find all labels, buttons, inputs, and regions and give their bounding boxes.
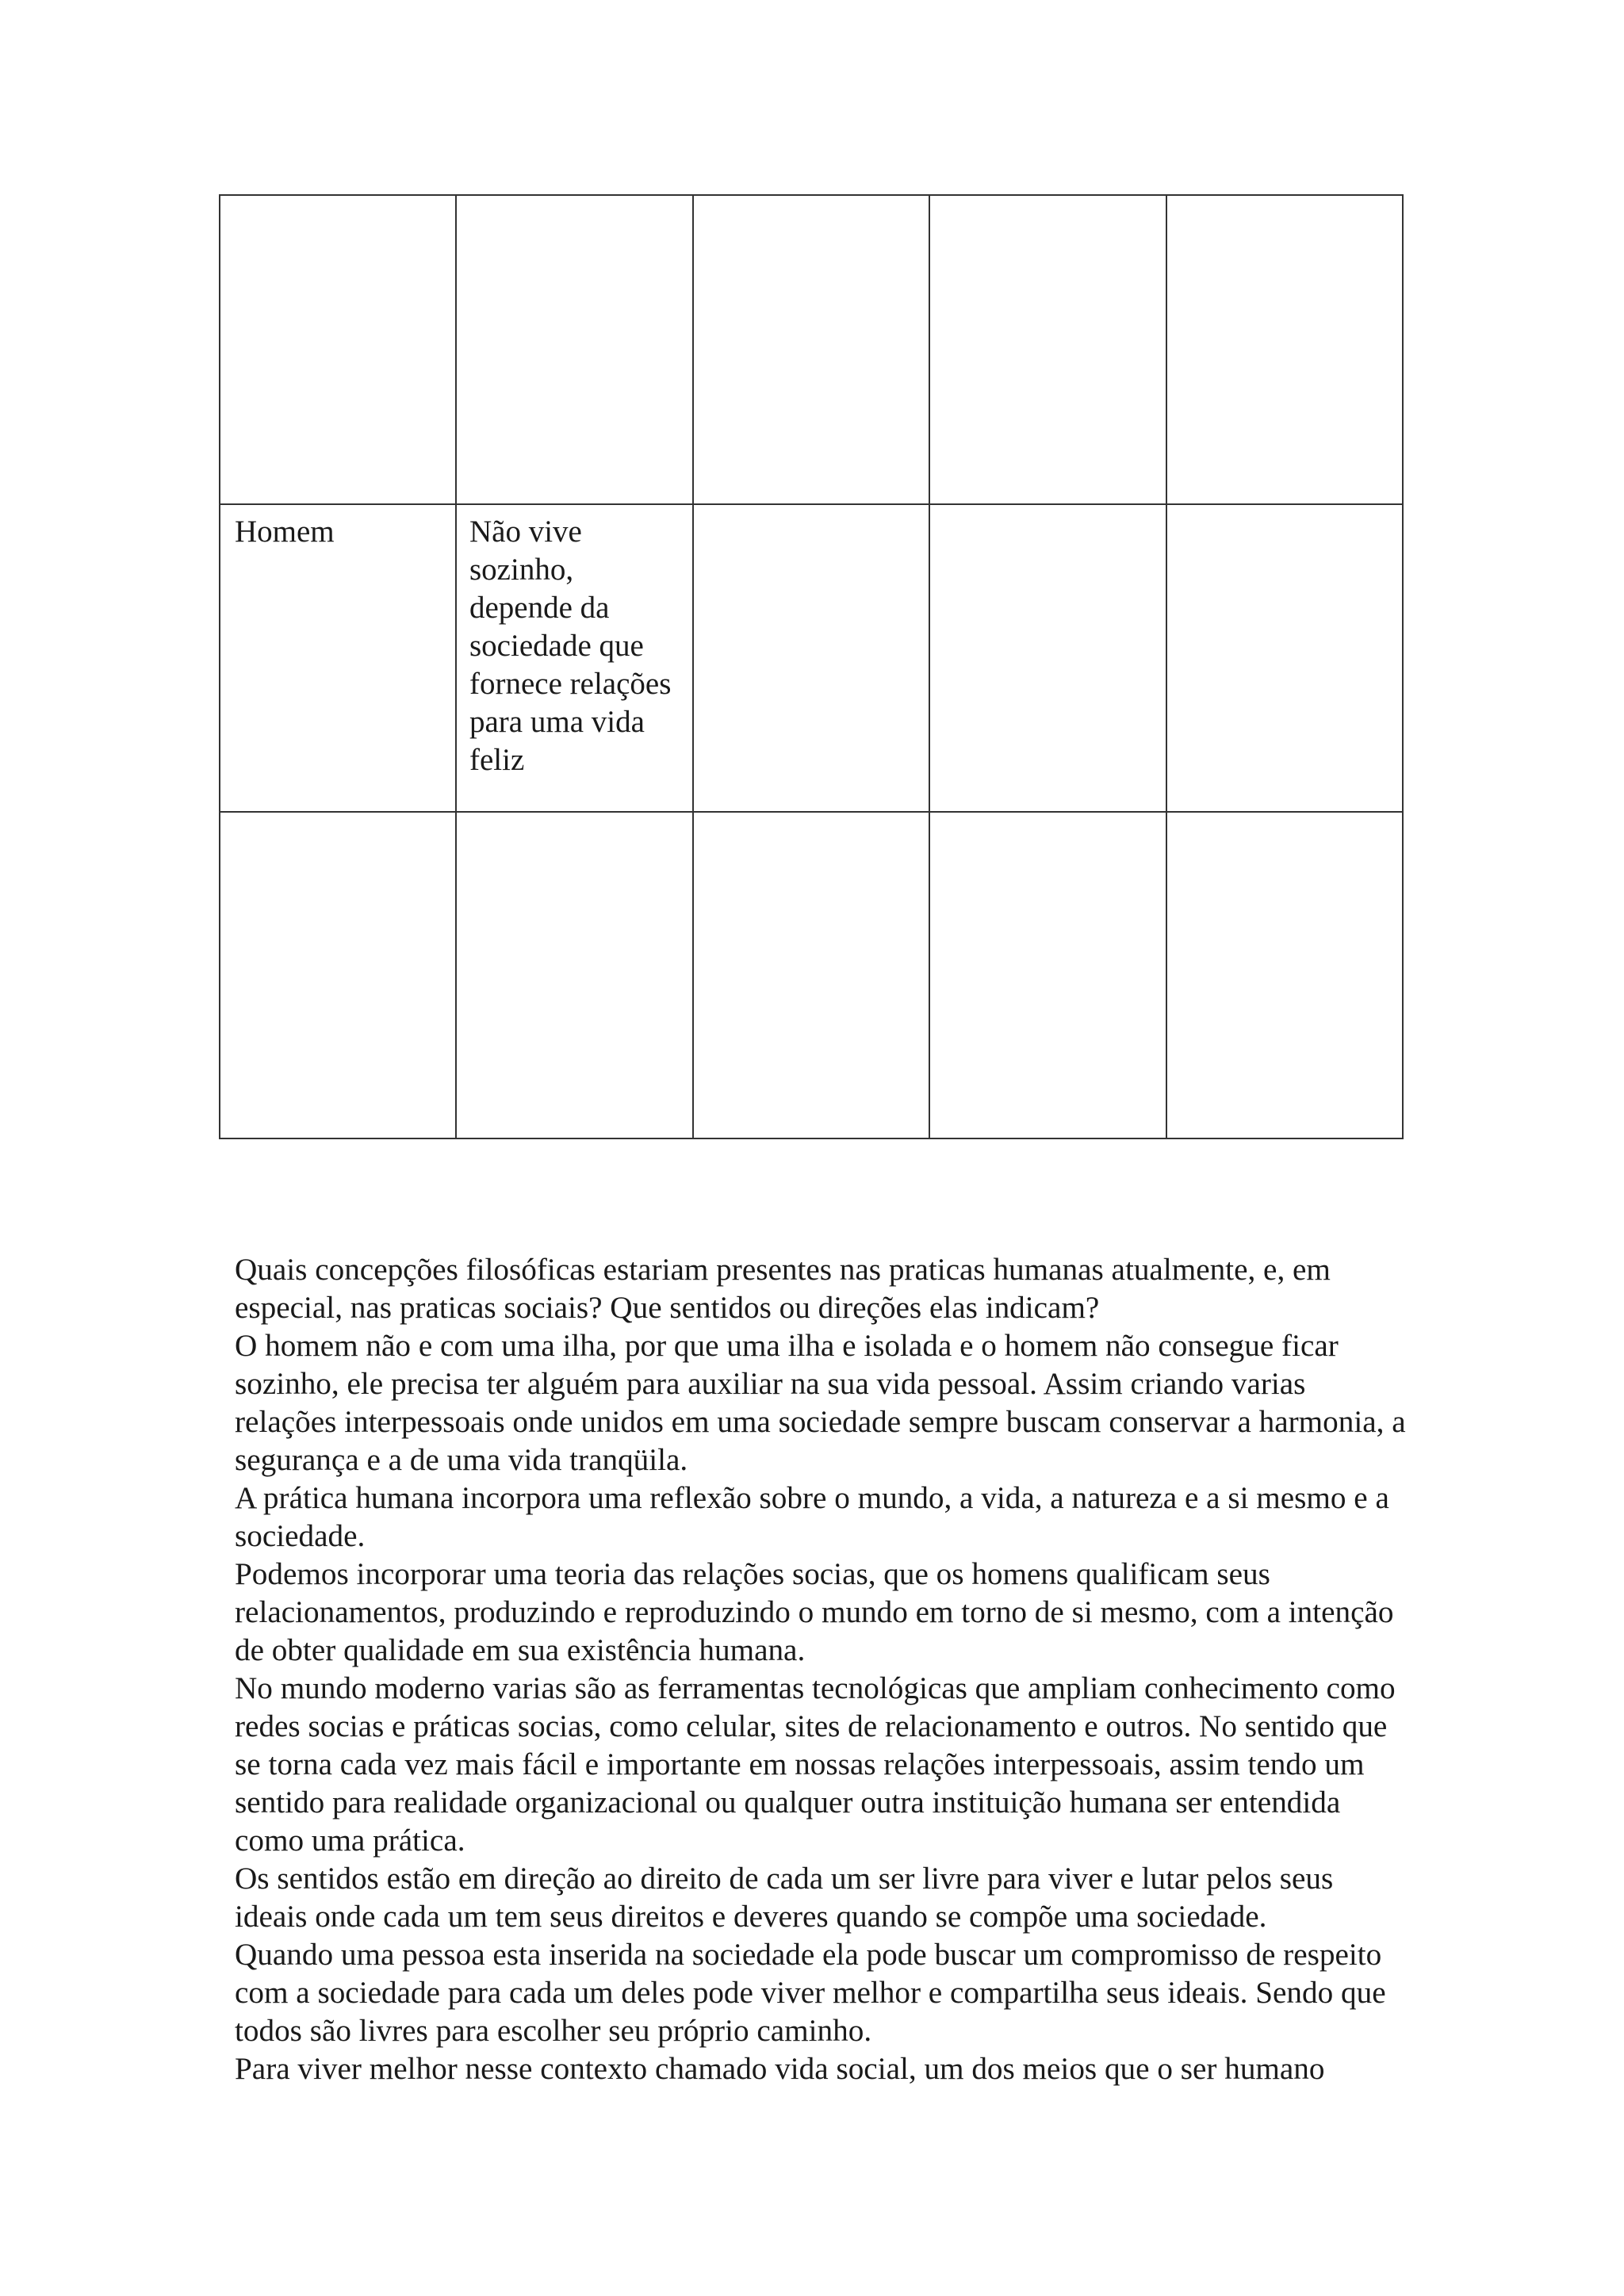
table-cell (693, 195, 929, 504)
table-cell (693, 504, 929, 812)
body-text (235, 1251, 1408, 2088)
table-cell (456, 812, 693, 1138)
body-paragraph: Podemos incorporar uma teoria das relações socias, que os homens qualificam seus relacionamentos, produzindo e reproduzindo o mundo em torno de si mesmo, com a intenção de obter qualidade em sua existência humana. (235, 1557, 1394, 1667)
cell-description: Não vive sozinho, depende da sociedade que fornece relações para uma vida feliz (469, 515, 672, 777)
table-cell-description (456, 504, 693, 812)
table-cell (1166, 195, 1403, 504)
table-row (220, 504, 1403, 812)
table-cell (1166, 504, 1403, 812)
table-cell (693, 812, 929, 1138)
table-row (220, 812, 1403, 1138)
table-cell (1166, 812, 1403, 1138)
table-cell-homem (220, 504, 456, 812)
table-cell (929, 504, 1166, 812)
table-cell (929, 195, 1166, 504)
body-paragraph: No mundo moderno varias são as ferramentas tecnológicas que ampliam conhecimento como redes socias e práticas socias, como celular, sites de relacionamento e outros. No sentido que se torna cada vez mais fácil e importante em nossas relações interpessoais, assim tendo um sentido para realidade organizacional ou qualquer outra instituição humana ser entendida como uma prática. (235, 1671, 1396, 1858)
concepts-table (219, 194, 1404, 1139)
body-paragraph: Quando uma pessoa esta inserida na sociedade ela pode buscar um compromisso de respeito com a sociedade para cada um deles pode viver melhor e compartilha seus ideais. Sendo que todos são livres para escolher seu próprio caminho. (235, 1938, 1386, 2048)
body-paragraph: A prática humana incorpora uma reflexão sobre o mundo, a vida, a natureza e a si mesmo e a sociedade. (235, 1481, 1389, 1553)
cell-label: Homem (235, 515, 335, 549)
table-cell (220, 812, 456, 1138)
body-paragraph: O homem não e com uma ilha, por que uma ilha e isolada e o homem não consegue ficar sozinho, ele precisa ter alguém para auxiliar na sua vida pessoal. Assim criando varias relações interpessoais onde unidos em uma sociedade sempre buscam conservar a harmonia, a segurança e a de uma vida tranqüila. (235, 1329, 1406, 1477)
body-paragraph: Os sentidos estão em direção ao direito de cada um ser livre para viver e lutar pelos seus ideais onde cada um tem seus direitos e deveres quando se compõe uma sociedade. (235, 1862, 1334, 1934)
body-paragraph: Para viver melhor nesse contexto chamado vida social, um dos meios que o ser humano (235, 2052, 1325, 2086)
table-row (220, 195, 1403, 504)
table-cell (456, 195, 693, 504)
table-cell (929, 812, 1166, 1138)
table-cell (220, 195, 456, 504)
question-paragraph: Quais concepções filosóficas estariam presentes nas praticas humanas atualmente, e, em especial, nas praticas sociais? Que sentidos ou direções elas indicam? (235, 1253, 1331, 1325)
